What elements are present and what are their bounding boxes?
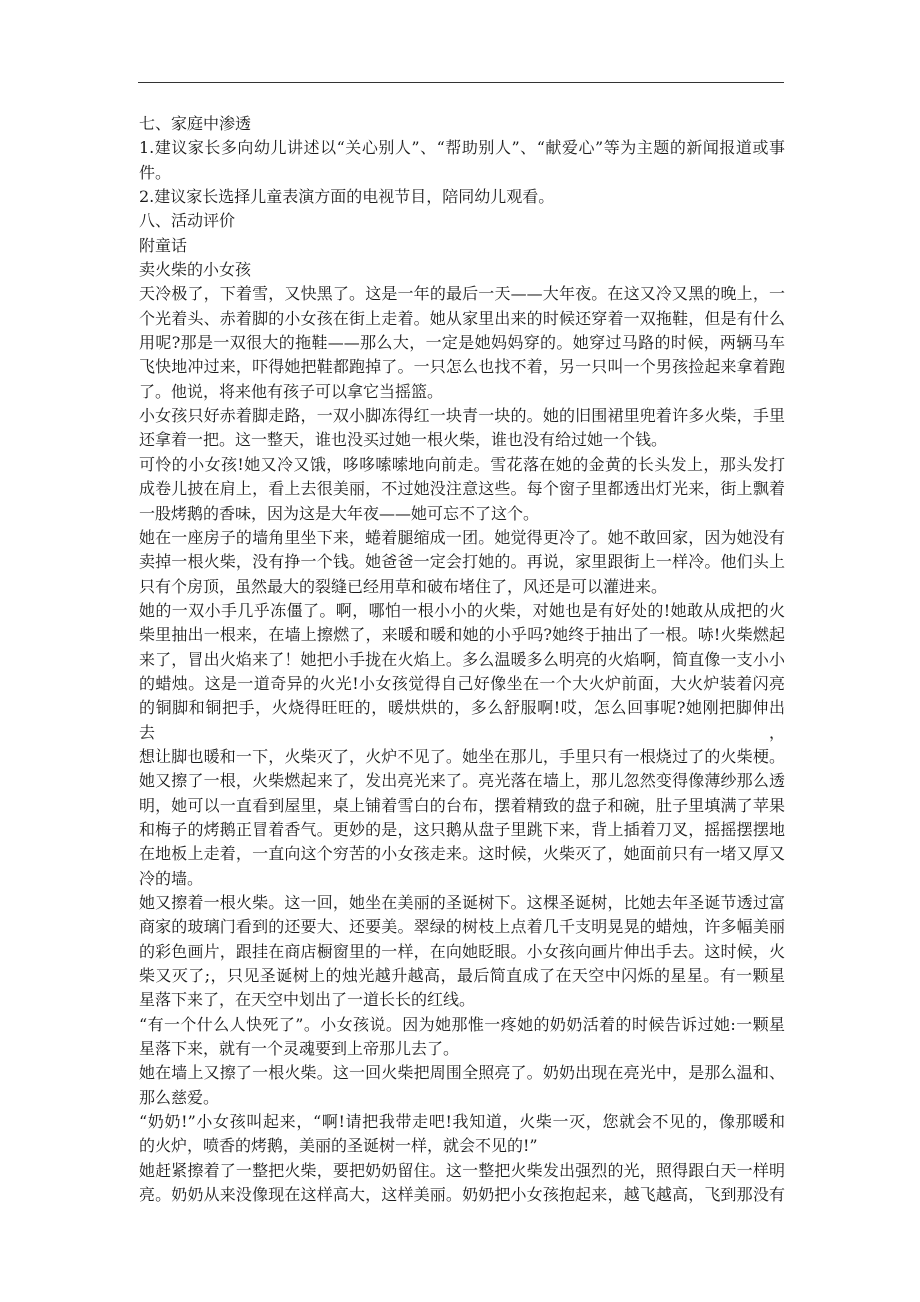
text-line: 柴又灭了;，只见圣诞树上的烛光越升越高，最后简直成了在天空中闪烁的星星。有一颗星	[139, 966, 785, 986]
text-line: 卖火柴的小女孩	[139, 260, 252, 280]
text-line: 1.建议家长多向幼儿讲述以“关心别人”、“帮助别人”、“献爱心”等为主题的新闻报道或事	[139, 138, 785, 158]
text-line: 她又擦着一根火柴。这一回，她坐在美丽的圣诞树下。这棵圣诞树，比她去年圣诞节透过富	[139, 893, 785, 912]
text-line: 天冷极了，下着雪，又快黑了。这是一年的最后一天——大年夜。在这又冷又黑的晚上，一	[139, 284, 785, 304]
text-line: 那么慈爱。	[139, 1087, 220, 1107]
text-line: 的蜡烛。这是一道奇异的火光!小女孩觉得自己好像坐在一个大火炉前面，大火炉装着闪亮	[139, 673, 785, 693]
text-line: 她在墙上又擦了一根火柴。这一回火柴把周围全照亮了。奶奶出现在亮光中，是那么温和、	[139, 1063, 785, 1083]
text-line: 来了，冒出火焰来了！她把小手拢在火焰上。多么温暖多么明亮的火焰啊，简直像一支小小	[139, 649, 785, 669]
text-line: 她的一双小手几乎冻僵了。啊，哪怕一根小小的火柴，对她也是有好处的!她敢从成把的火	[139, 600, 785, 620]
text-line: 件。	[139, 162, 172, 182]
document-body	[139, 112, 785, 1207]
text-line: 她又擦了一根，火柴燃起来了，发出亮光来了。亮光落在墙上，那儿忽然变得像薄纱那么透	[139, 771, 785, 791]
text-line: 和梅子的烤鹅正冒着香气。更妙的是，这只鹅从盘子里跳下来，背上插着刀叉，摇摇摆摆地	[139, 819, 785, 839]
text-line: 附童话	[139, 235, 188, 255]
text-line: 商家的玻璃门看到的还要大、还要美。翠绿的树枝上点着几千支明晃晃的蜡烛，许多幅美丽	[139, 917, 785, 937]
text-line: 七、家庭中渗透	[139, 114, 252, 133]
text-line: 她赶紧擦着了一整把火柴，要把奶奶留住。这一整把火柴发出强烈的光，照得跟白天一样明	[139, 1160, 785, 1180]
text-line: “有一个什么人快死了”。小女孩说。因为她那惟一疼她的奶奶活着的时候告诉过她:一颗星	[139, 1014, 785, 1034]
text-line: 还拿着一把。这一整天，谁也没买过她一根火柴，谁也没有给过她一个钱。	[139, 430, 668, 450]
text-line: 2.建议家长选择儿童表演方面的电视节目，陪同幼儿观看。	[139, 187, 555, 207]
text-line: 成卷儿披在肩上，看上去很美丽，不过她没注意这些。每个窗子里都透出灯光来，街上飘着	[139, 479, 785, 499]
text-line: 亮。奶奶从来没像现在这样高大，这样美丽。奶奶把小女孩抱起来，越飞越高，飞到那没有	[139, 1185, 785, 1205]
text-line: 的火炉，喷香的烤鹅，美丽的圣诞树一样，就会不见的!”	[139, 1136, 538, 1156]
text-line: 的铜脚和铜把手，火烧得旺旺的，暖烘烘的，多么舒服啊!哎，怎么回事呢?她刚把脚伸出去，	[139, 698, 785, 742]
text-line: 一股烤鹅的香味，因为这是大年夜——她可忘不了这个。	[139, 503, 540, 523]
text-line: 她在一座房子的墙角里坐下来，蜷着腿缩成一团。她觉得更冷了。她不敢回家，因为她没有	[139, 527, 785, 547]
text-line: 用呢?那是一双很大的拖鞋——那么大，一定是她妈妈穿的。她穿过马路的时候，两辆马车	[139, 333, 785, 353]
text-line: 的彩色画片，跟挂在商店橱窗里的一样，在向她眨眼。小女孩向画片伸出手去。这时候，火	[139, 941, 785, 961]
text-line: 柴里抽出一根来，在墙上擦燃了，来暖和暖和她的小乎吗?她终于抽出了一根。哧!火柴燃起	[139, 625, 785, 645]
text-line: 冷的墙。	[139, 868, 204, 888]
text-line: “奶奶!”小女孩叫起来，“啊!请把我带走吧!我知道，火柴一灭，您就会不见的，像那暖和	[139, 1112, 785, 1132]
text-line: 可怜的小女孩!她又冷又饿，哆哆嗦嗦地向前走。雪花落在她的金黄的长头发上，那头发打	[139, 454, 785, 474]
text-line: 了。他说，将来他有孩子可以拿它当摇篮。	[139, 381, 444, 401]
text-line: 星落下来了，在天空中划出了一道长长的红线。	[139, 990, 476, 1010]
text-line: 星落下来，就有一个灵魂要到上帝那儿去了。	[139, 1039, 460, 1059]
text-line: 卖掉一根火柴，没有挣一个钱。她爸爸一定会打她的。再说，家里跟街上一样冷。他们头上	[139, 552, 785, 572]
text-line: 小女孩只好赤着脚走路，一双小脚冻得红一块青一块的。她的旧围裙里兜着许多火柴，手里	[139, 406, 785, 426]
text-line: 八、活动评价	[139, 211, 236, 231]
text-line: 飞快地冲过来，吓得她把鞋都跑掉了。一只怎么也找不着，另一只叫一个男孩捡起来拿着跑	[139, 357, 785, 377]
text-line: 想让脚也暖和一下，火柴灭了，火炉不见了。她坐在那儿，手里只有一根烧过了的火柴梗。	[139, 746, 785, 766]
text-line: 个光着头、赤着脚的小女孩在街上走着。她从家里出来的时候还穿着一双拖鞋，但是有什么	[139, 308, 785, 328]
text-line: 在地板上走着，一直向这个穷苦的小女孩走来。这时候，火柴灭了，她面前只有一堵又厚又	[139, 844, 785, 864]
header-rule	[138, 82, 784, 83]
text-line: 只有个房顶，虽然最大的裂缝已经用草和破布堵住了，风还是可以灌进来。	[139, 576, 668, 596]
text-line: 明，她可以一直看到屋里，桌上铺着雪白的台布，摆着精致的盘子和碗，肚子里填满了苹果	[139, 795, 785, 815]
